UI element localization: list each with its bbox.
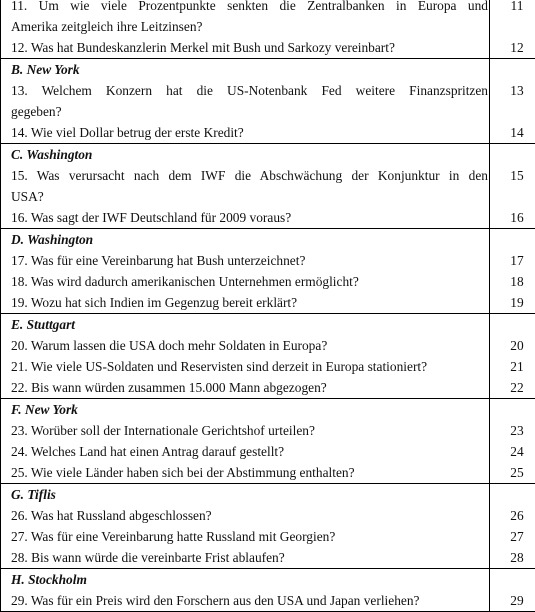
question-text-line: 19. Wozu hat sich Indien im Gegenzug bereit erklärt? — [11, 292, 488, 313]
numbers-cell — [490, 314, 535, 399]
question-number: 15 — [490, 165, 535, 186]
section-row — [1, 144, 535, 229]
question-number: 29 — [490, 590, 535, 611]
question-text-line: 20. Warum lassen die USA doch mehr Soldaten in Europa? — [11, 335, 488, 356]
question-text-line: 15. Was verursacht nach dem IWF die Abschwächung der Konjunktur in den — [11, 165, 488, 186]
question-table-body — [1, 0, 535, 612]
question-text-line: 27. Was für eine Vereinbarung hatte Russland mit Georgien? — [11, 526, 488, 547]
section-row — [1, 484, 535, 569]
number-spacer — [490, 399, 535, 420]
number-spacer — [490, 101, 535, 122]
questions-cell — [1, 144, 490, 229]
numbers-cell — [490, 59, 535, 144]
question-text-line: 18. Was wird dadurch amerikanischen Unternehmen ermöglicht? — [11, 271, 488, 292]
question-number: 12 — [490, 37, 535, 58]
section-row — [1, 569, 535, 612]
section-heading: E. Stuttgart — [11, 314, 488, 335]
section-row — [1, 0, 535, 59]
question-text-line: 29. Was für ein Preis wird den Forschern aus den USA und Japan verliehen? — [11, 590, 488, 611]
question-text-line: 17. Was für eine Vereinbarung hat Bush unterzeichnet? — [11, 250, 488, 271]
question-number: 21 — [490, 356, 535, 377]
numbers-cell — [490, 144, 535, 229]
question-text-line: 28. Bis wann würde die vereinbarte Frist ablaufen? — [11, 547, 488, 568]
question-text-line: 26. Was hat Russland abgeschlossen? — [11, 505, 488, 526]
question-text-line: 21. Wie viele US-Soldaten und Reservisten sind derzeit in Europa stationiert? — [11, 356, 488, 377]
number-spacer — [490, 144, 535, 165]
question-text-line: 22. Bis wann würden zusammen 15.000 Mann abgezogen? — [11, 377, 488, 398]
questions-cell — [1, 399, 490, 484]
questions-cell — [1, 484, 490, 569]
section-heading: D. Washington — [11, 229, 488, 250]
question-number: 18 — [490, 271, 535, 292]
questions-cell — [1, 569, 490, 612]
section-heading: F. New York — [11, 399, 488, 420]
number-spacer — [490, 229, 535, 250]
numbers-cell — [490, 484, 535, 569]
question-number: 26 — [490, 505, 535, 526]
section-heading: C. Washington — [11, 144, 488, 165]
number-spacer — [490, 314, 535, 335]
question-number: 20 — [490, 335, 535, 356]
number-spacer — [490, 186, 535, 207]
number-spacer — [490, 16, 535, 37]
question-number: 16 — [490, 207, 535, 228]
question-text-line: 25. Wie viele Länder haben sich bei der Abstimmung enthalten? — [11, 462, 488, 483]
section-heading: H. Stockholm — [11, 569, 488, 590]
section-row — [1, 229, 535, 314]
number-spacer — [490, 484, 535, 505]
question-text-line: 11. Um wie viele Prozentpunkte senkten die Zentralbanken in Europa und — [11, 0, 488, 16]
question-number: 24 — [490, 441, 535, 462]
section-row — [1, 399, 535, 484]
question-number: 28 — [490, 547, 535, 568]
question-text-line: 13. Welchem Konzern hat die US-Notenbank Fed weitere Finanzspritzen — [11, 80, 488, 101]
question-text-line: gegeben? — [11, 101, 488, 122]
question-number: 14 — [490, 122, 535, 143]
number-spacer — [490, 569, 535, 590]
questions-cell — [1, 59, 490, 144]
question-text-line: 16. Was sagt der IWF Deutschland für 2009 voraus? — [11, 207, 488, 228]
question-text-line: Amerika zeitgleich ihre Leitzinsen? — [11, 16, 488, 37]
number-spacer — [490, 59, 535, 80]
questions-cell — [1, 314, 490, 399]
question-text-line: 12. Was hat Bundeskanzlerin Merkel mit Bush und Sarkozy vereinbart? — [11, 37, 488, 58]
numbers-cell — [490, 0, 535, 59]
question-number: 13 — [490, 80, 535, 101]
question-number: 11 — [490, 0, 535, 16]
numbers-cell — [490, 569, 535, 612]
section-heading: G. Tiflis — [11, 484, 488, 505]
question-number: 19 — [490, 292, 535, 313]
questions-cell — [1, 229, 490, 314]
question-text-line: USA? — [11, 186, 488, 207]
questions-cell — [1, 0, 490, 59]
question-text-line: 24. Welches Land hat einen Antrag darauf gestellt? — [11, 441, 488, 462]
section-row — [1, 314, 535, 399]
question-number: 22 — [490, 377, 535, 398]
question-number: 25 — [490, 462, 535, 483]
question-text-line: 14. Wie viel Dollar betrug der erste Kredit? — [11, 122, 488, 143]
question-number: 27 — [490, 526, 535, 547]
numbers-cell — [490, 229, 535, 314]
question-number: 23 — [490, 420, 535, 441]
numbers-cell — [490, 399, 535, 484]
section-row — [1, 59, 535, 144]
question-number: 17 — [490, 250, 535, 271]
section-heading: B. New York — [11, 59, 488, 80]
question-text-line: 23. Worüber soll der Internationale Gerichtshof urteilen? — [11, 420, 488, 441]
